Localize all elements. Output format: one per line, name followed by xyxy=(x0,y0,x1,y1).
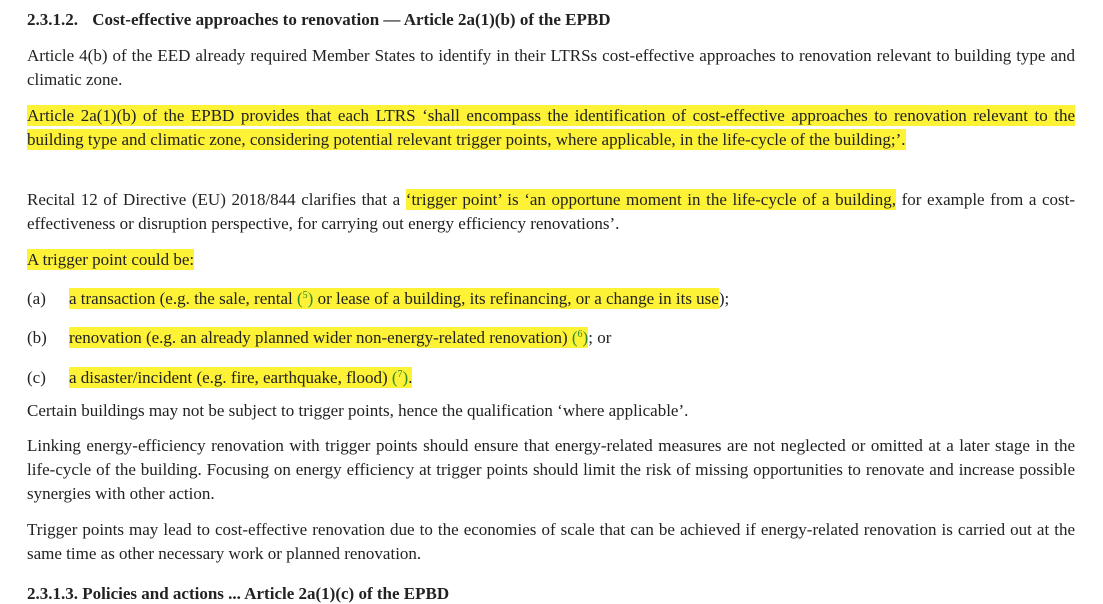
list-item-label: (b) xyxy=(27,328,47,347)
paragraph-epbd-article xyxy=(27,104,1075,152)
next-section-heading: 2.3.1.3. Policies and actions ... Article 2a(1)(c) of the EPBD xyxy=(27,584,450,603)
footnote-ref[interactable]: ($^6$) xyxy=(571,328,589,347)
list-item-label: (a) xyxy=(27,289,46,308)
paragraph-text: Trigger points may lead to cost-effective renovation due to the economies of scale that can be achieved if energy-related renovation is carried out at the same time as other necessary work or planned renovation. xyxy=(27,520,1075,563)
section-title: Cost-effective approaches to renovation — Article 2a(1)(b) of the EPBD xyxy=(92,10,611,29)
list-item-text: renovation (e.g. an already planned wider non-energy-related renovation) ($^6$); or xyxy=(69,328,612,347)
paragraph-text: for example from a cost-effectiveness or disruption perspective, for carrying out energy efficiency renovations’. xyxy=(27,190,1075,233)
paragraph-text: Recital 12 of Directive (EU) 2018/844 clarifies that a xyxy=(27,190,406,209)
paragraph-linking xyxy=(27,434,1075,506)
footnote-ref[interactable]: ($^5$) xyxy=(296,289,314,308)
paragraph-recital xyxy=(27,188,1075,236)
footnote-ref[interactable]: ($^7$) xyxy=(391,368,409,387)
list-item-text: a disaster/incident (e.g. fire, earthquake, flood) ($^7$). xyxy=(69,368,413,387)
list-item-text: a transaction (e.g. the sale, rental ($^5$) or lease of a building, its refinancing, or a change in its use); xyxy=(69,289,730,308)
highlighted-text: ‘trigger point’ is ‘an opportune moment in the life-cycle of a building, xyxy=(405,190,897,209)
paragraph-where-applicable xyxy=(27,399,1075,423)
list-item-label: (c) xyxy=(27,368,46,387)
paragraph-intro-list xyxy=(27,248,1075,272)
paragraph-text: Certain buildings may not be subject to trigger points, hence the qualification ‘where applicable’. xyxy=(27,401,689,420)
paragraph-text: Article 4(b) of the EED already required Member States to identify in their LTRSs cost-effective approaches to renovation relevant to building type and climatic zone. xyxy=(27,46,1075,89)
highlighted-text: A trigger point could be: xyxy=(27,250,195,269)
paragraph-economies xyxy=(27,518,1075,566)
highlighted-text: Article 2a(1)(b) of the EPBD provides that each LTRS ‘shall encompass the identification of cost-effective approaches to renovation relevant to the building type and climatic zone, considering potential relevant trigger points, where applicable, in the life-cycle of the building;’. xyxy=(27,106,1075,149)
section-number: 2.3.1.2. xyxy=(27,10,78,29)
paragraph-eed-article xyxy=(27,44,1075,92)
paragraph-text: Linking energy-efficiency renovation with trigger points should ensure that energy-related measures are not neglected or omitted at a later stage in the life-cycle of the building. Focusing on energy efficiency at trigger points should limit the risk of missing opportunities to renovate and increase possible synergies with other action. xyxy=(27,436,1075,503)
section-heading xyxy=(27,10,611,30)
